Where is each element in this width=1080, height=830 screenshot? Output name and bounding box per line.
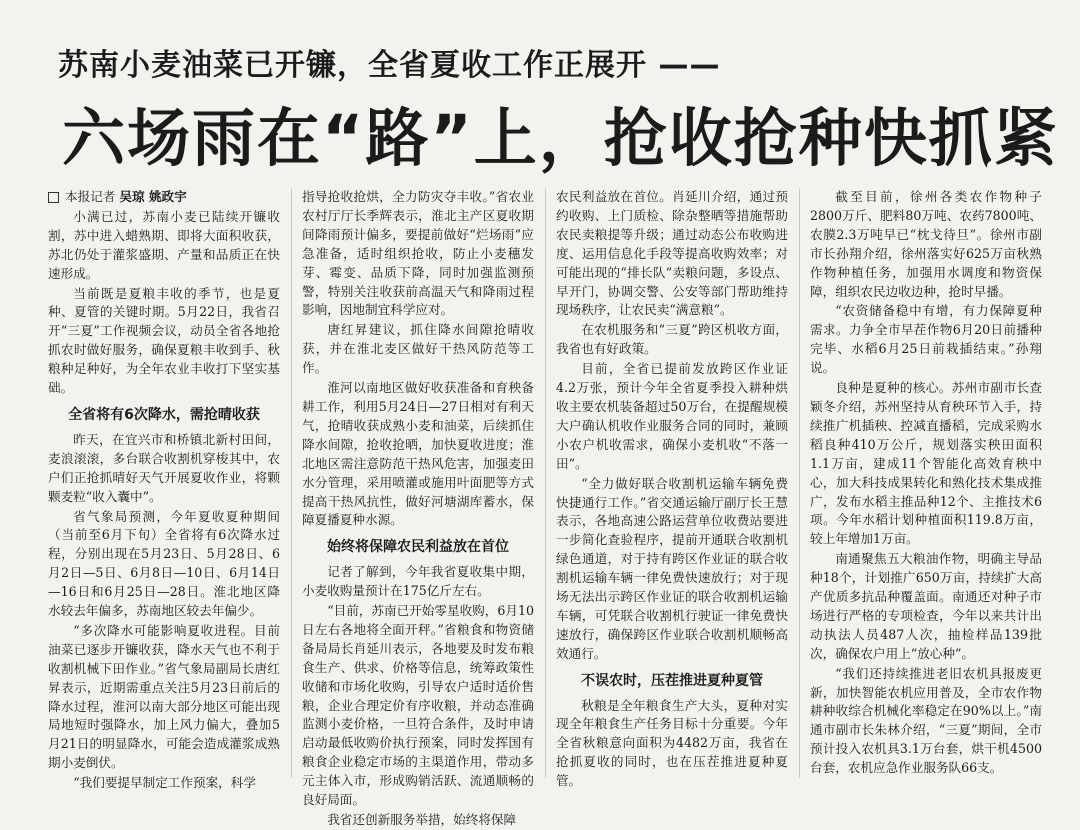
paragraph: 记者了解到，今年我省夏收集中期，小麦收购量预计在175亿斤左右。 xyxy=(302,564,534,599)
byline-names: 吴琼 姚政宇 xyxy=(119,189,187,204)
paragraph: “我们还持续推进老旧农机具报废更新，加快智能农机应用普及，全市农作物耕种收综合机械化率稳定在90%以上。”南通市副市长朱林介绍，“三夏”期间，全市预计投入农机具3.1万台套，烘干机4500台套，农机应急作业服务队66支。 xyxy=(810,665,1042,776)
article-body xyxy=(48,188,1042,827)
paragraph: 农民利益放在首位。肖延川介绍，通过预约收购、上门质检、除杂整晒等措施帮助农民卖粮提等升级；通过动态公布收购进度、运用信息化手段等提高收购效率；对可能出现的“排长队”卖粮问题，多设点、早开门，协调交警、公安等部门帮助维持现场秩序，让农民卖“满意粮”。 xyxy=(556,189,788,318)
paragraph: “目前，苏南已开始零星收购，6月10日左右各地将全面开秤。”省粮食和物资储备局局长肖延川表示，各地要及时发布粮食生产、供求、价格等信息，统筹政策性收储和市场化收购，引导农户适时适价售粮，企业合理定价有序收粮，并动态准确监测小麦价格，一旦符合条件，及时申请启动最低收购价执行预案，同时发挥国有粮食企业稳定市场的主渠道作用，带动多元主体入市，形成购销活跃、流通顺畅的良好局面。 xyxy=(302,603,534,808)
byline xyxy=(48,188,280,207)
column-rule xyxy=(799,188,800,778)
paragraph: 小满已过，苏南小麦已陆续开镰收割，苏中进入蜡熟期、即将大面积收获，苏北仍处于灌浆盛期、产量和品质正在快速形成。 xyxy=(48,208,280,281)
byline-box-icon xyxy=(48,192,59,203)
section-subheading: 全省将有6次降水，需抢晴收获 xyxy=(68,406,260,423)
article-headline: 六场雨在“路”上，抢收抢种快抓紧 xyxy=(62,102,1059,175)
paragraph: “农资储备稳中有增，有力保障夏种需求。力争全市早茬作物6月20日前播种完毕、水稻6月25日前栽插结束。”孙翔说。 xyxy=(810,303,1042,376)
column-rule xyxy=(291,188,292,778)
paragraph: “全力做好联合收割机运输车辆免费快捷通行工作。”省交通运输厅副厅长王慧表示，各地高速公路运营单位收费站要进一步简化查验程序，提前开通联合收割机绿色通道，对于持有跨区作业证的联合收割机运输车辆一律免费快速放行；对于现场无法出示跨区作业证的联合收割机运输车辆，可凭联合收割机行驶证一律免费快速放行，确保跨区作业联合收割机顺畅高效通行。 xyxy=(556,475,788,661)
paragraph: 目前，全省已提前发放跨区作业证4.2万张，预计今年全省夏季投入耕种烘收主要农机装备超过50万台，在提醒规模大户确认机收作业服务合同的同时，兼顾小农户机收需求，确保小麦机收“不落一田”。 xyxy=(556,361,788,471)
paragraph: “我们要提早制定工作预案，科学 xyxy=(73,775,256,791)
section-subheading: 不误农时，压茬推进夏种夏管 xyxy=(581,672,763,689)
paragraph: 良种是夏种的核心。苏州市副市长查颖冬介绍，苏州坚持从育秧环节入手，持续推广机插秧、控减直播稻，完成采购水稻良种410万公斤，规划落实秧田面积1.1万亩，建成11个智能化高效育秧中心，加大科技成果转化和熟化技术集成推广，发布水稻主推品种12个、主推技术6项。今年水稻计划种植面积119.8万亩，较上年增加1万亩。 xyxy=(810,380,1042,547)
column-2 xyxy=(302,188,534,827)
paragraph: 指导抢收抢烘，全力防灾夺丰收。”省农业农村厅厅长季辉表示，淮北主产区夏收期间降雨预计偏多，要提前做好“烂场雨”应急准备，适时组织抢收，防止小麦穗发芽、霉变、品质下降，同时加强监测预警，特别关注收获前高温天气和降雨过程影响，因地制宜科学应对。 xyxy=(302,189,534,318)
article-kicker: 苏南小麦油菜已开镰，全省夏收工作正展开 —— xyxy=(58,48,721,83)
paragraph: 省气象局预测，今年夏收夏种期间（当前至6月下旬）全省将有6次降水过程，分别出现在5月23日、5月28日、6月2日—5日、6月8日—10日、6月14日—16日和6月25日—28日。淮北地区降水较去年偏多，苏南地区较去年偏少。 xyxy=(48,508,280,619)
paragraph: 南通聚焦五大粮油作物，明确主导品种18个，计划推广650万亩，持续扩大高产优质多抗品种覆盖面。南通还对种子市场进行严格的专项检查，今年以来共计出动执法人员487人次，抽检样品139批次，确保农户用上“放心种”。 xyxy=(810,551,1042,661)
column-1 xyxy=(48,188,280,791)
paragraph: 当前既是夏粮丰收的季节，也是夏种、夏管的关键时期。5月22日，我省召开“三夏”工作视频会议，动员全省各地抢抓农时做好服务，确保夏粮丰收到手、秋粮种足种好，为全年农业丰收打下坚实基础。 xyxy=(48,285,280,396)
column-4 xyxy=(810,188,1042,788)
paragraph: 在农机服务和“三夏”跨区机收方面，我省也有好政策。 xyxy=(556,322,788,357)
paragraph: 淮河以南地区做好收获准备和育秧备耕工作，利用5月24日—27日相对有利天气，抢晴收获成熟小麦和油菜，后续抓住降水间隙，抢收抢晒，加快夏收进度；淮北地区需注意防范干热风危害，加强麦田水分管理，采用喷灌或施用叶面肥等方式提高干热风抗性，做好河塘湖库蓄水，保障夏播夏种水源。 xyxy=(302,380,534,528)
paragraph: 截至目前，徐州各类农作物种子2800万斤、肥料80万吨、农药7800吨、农膜2.3万吨早已“枕戈待旦”。徐州市副市长孙翔介绍，徐州落实好625万亩秋熟作物种植任务，加强用水调度和物资保障，组织农民边收边种，抢时早播。 xyxy=(810,189,1042,299)
paragraph: 昨天，在宜兴市和桥镇北新村田间，麦浪滚滚，多台联合收割机穿梭其中，农户们正抢抓晴好天气开展夏收作业，将颗颗麦粒“收入囊中”。 xyxy=(48,431,280,504)
paragraph: 唐红昇建议，抓住降水间隙抢晴收获，并在淮北麦区做好干热风防范等工作。 xyxy=(302,322,534,376)
column-rule xyxy=(545,188,546,778)
section-subheading: 始终将保障农民利益放在首位 xyxy=(327,539,509,556)
paragraph: “多次降水可能影响夏收进程。目前油菜已逐步开镰收获，降水天气也不利于收割机械下田作业。”省气象局副局长唐红昇表示，近期需重点关注5月23日前后的降水过程，淮河以南大部分地区可能出现局地短时强降水，加上风力偏大，叠加5月21日的明显降水，可能会造成灌浆成熟期小麦倒伏。 xyxy=(48,622,280,771)
column-3 xyxy=(556,188,788,788)
byline-prefix: 本报记者 xyxy=(65,189,116,204)
paragraph: 我省还创新服务举措，始终将保障 xyxy=(327,812,517,827)
paragraph: 秋粮是全年粮食生产大头，夏种对实现全年粮食生产任务目标十分重要。今年全省秋粮意向面积为4482万亩，我省在抢抓夏收的同时，也在压茬推进夏种夏管。 xyxy=(556,697,788,789)
